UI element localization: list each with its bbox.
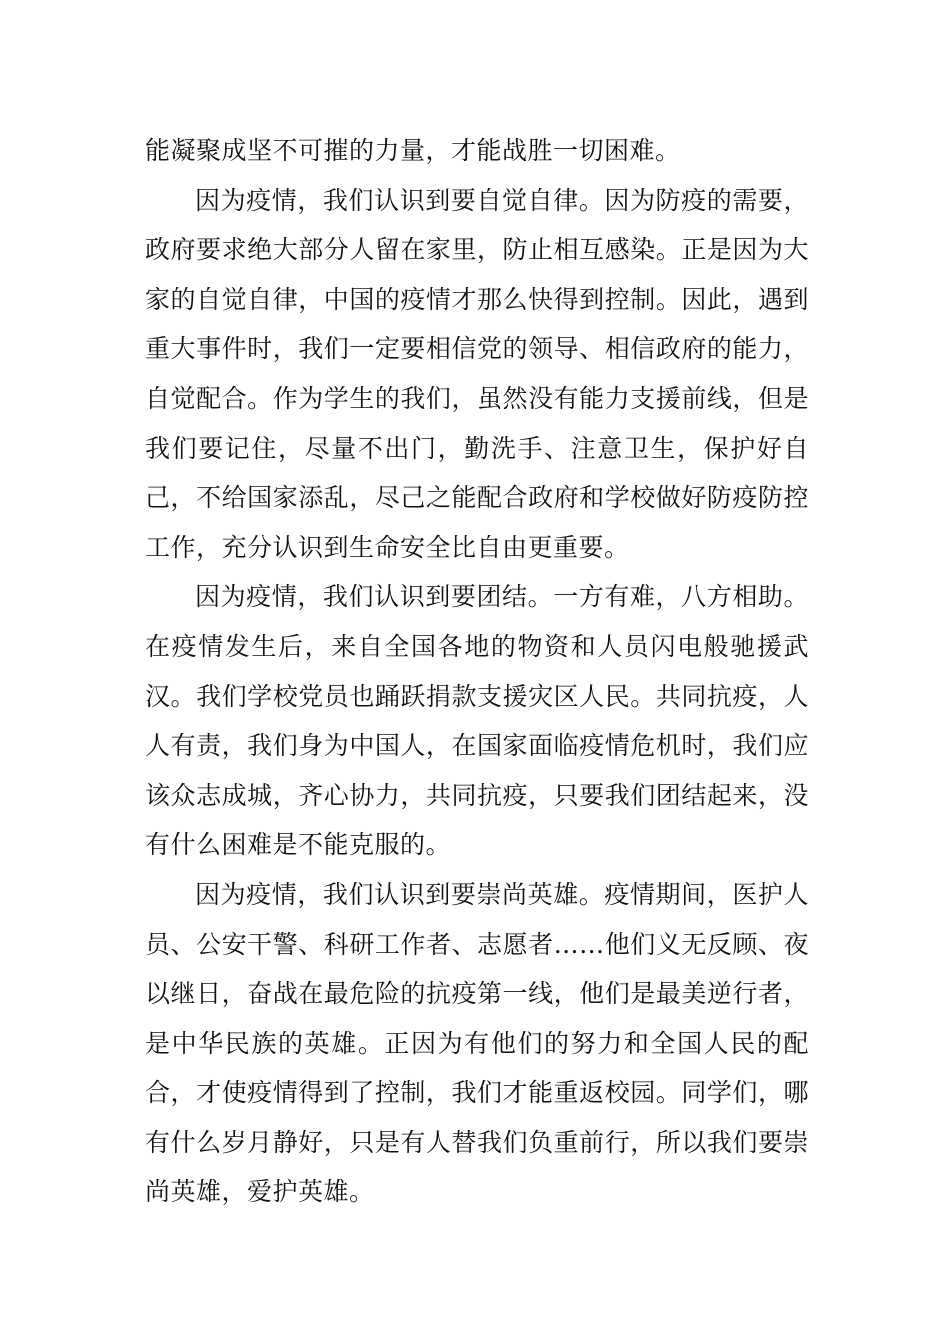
document-body — [145, 126, 809, 1217]
paragraph-unity: 因为疫情，我们认识到要团结。一方有难，八方相助。在疫情发生后，来自全国各地的物资和人员闪电般驰援武汉。我们学校党员也踊跃捐款支援灾区人民。共同抗疫，人人有责，我们身为中国人，在国家面临疫情危机时，我们应该众志成城，齐心协力，共同抗疫，只要我们团结起来，没有什么困难是不能克服的。 — [145, 582, 809, 860]
paragraph-continuation: 能凝聚成坚不可摧的力量，才能战胜一切困难。 — [145, 136, 681, 165]
paragraph-heroes: 因为疫情，我们认识到要崇尚英雄。疫情期间，医护人员、公安干警、科研工作者、志愿者……他们义无反顾、夜以继日，奋战在最危险的抗疫第一线，他们是最美逆行者，是中华民族的英雄。正因为有他们的努力和全国人民的配合，才使疫情得到了控制，我们才能重返校园。同学们，哪有什么岁月静好，只是有人替我们负重前行，所以我们要崇尚英雄，爱护英雄。 — [145, 879, 809, 1207]
paragraph-self-discipline: 因为疫情，我们认识到要自觉自律。因为防疫的需要，政府要求绝大部分人留在家里，防止相互感染。正是因为大家的自觉自律，中国的疫情才那么快得到控制。因此，遇到重大事件时，我们一定要相信党的领导、相信政府的能力，自觉配合。作为学生的我们，虽然没有能力支援前线，但是我们要记住，尽量不出门，勤洗手、注意卫生，保护好自己，不给国家添乱，尽己之能配合政府和学校做好防疫防控工作，充分认识到生命安全比自由更重要。 — [145, 185, 809, 562]
